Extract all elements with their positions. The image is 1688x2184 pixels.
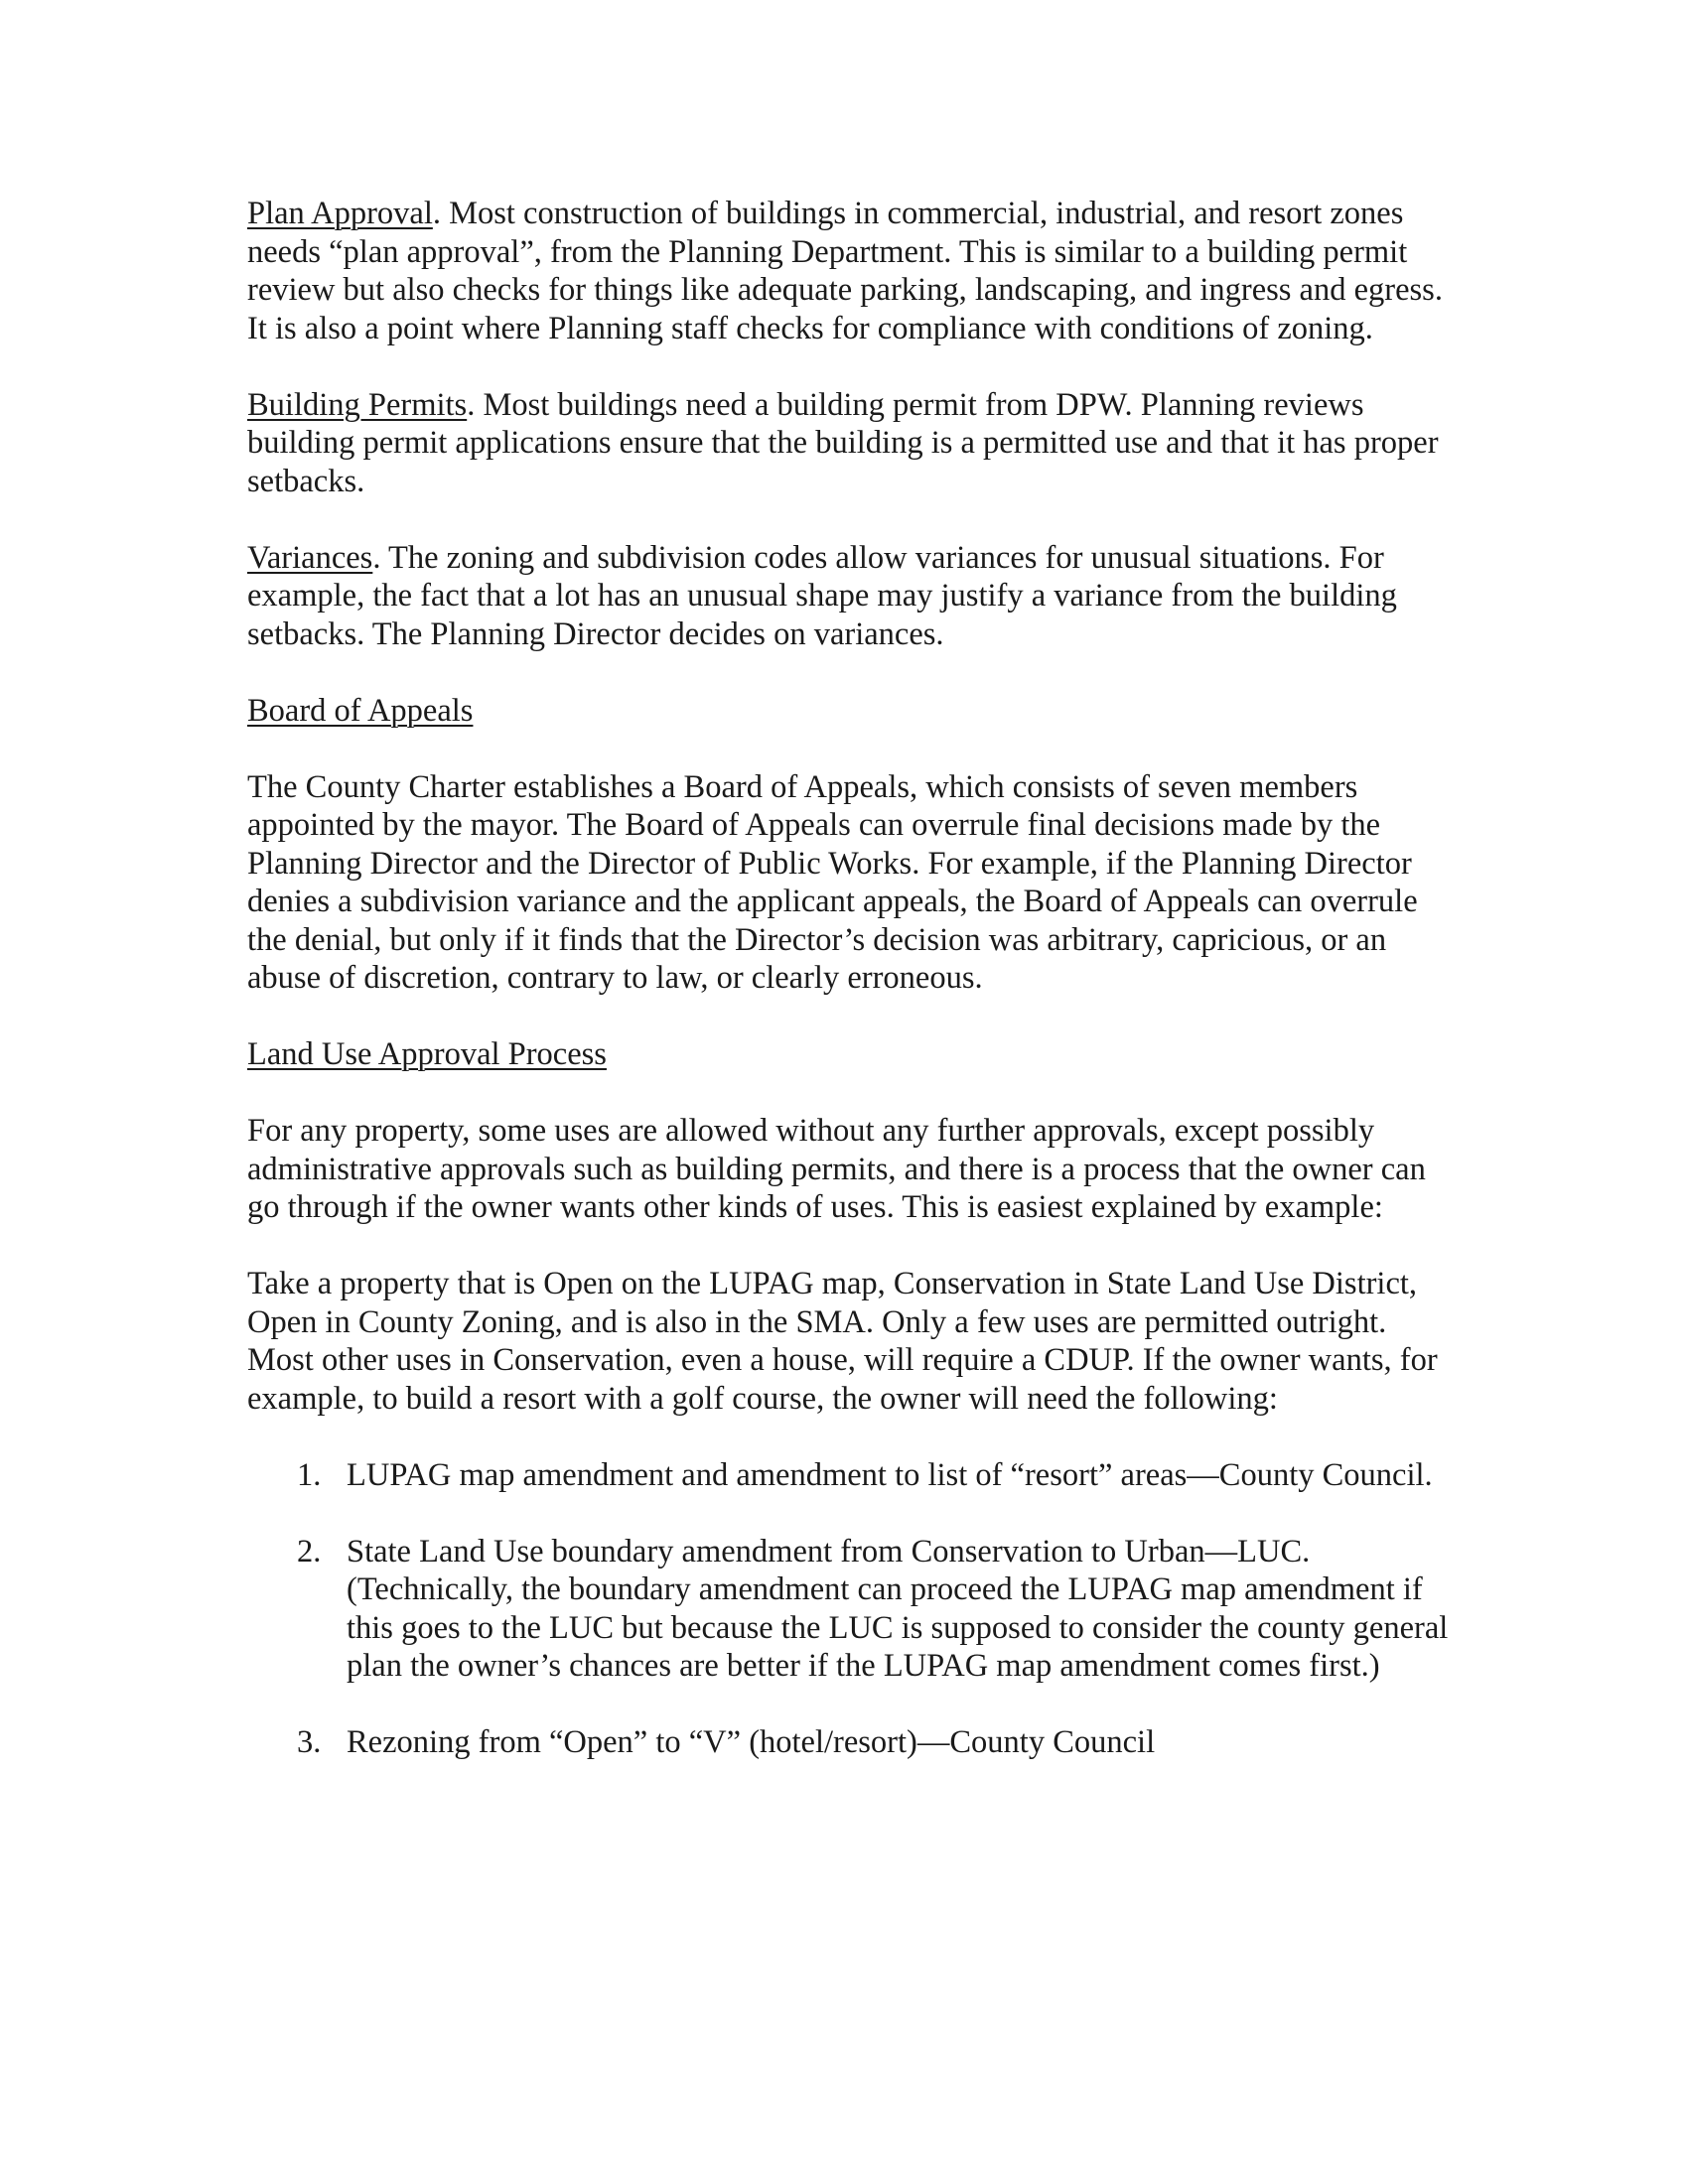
plan-approval-term: Plan Approval bbox=[247, 196, 433, 231]
list-item bbox=[247, 1456, 1450, 1495]
list-item-number: 1. bbox=[297, 1456, 322, 1493]
list-item bbox=[247, 1723, 1450, 1762]
land-use-intro-paragraph: For any property, some uses are allowed without any further approvals, except possibly administrative approvals such as building permits, and there is a process that the owner can go through if the owner wants other kinds of uses. This is easiest explained by example: bbox=[247, 1113, 1426, 1225]
plan-approval-text: . Most construction of buildings in commercial, industrial, and resort zones needs “plan approval”, from the Planning Department. This is similar to a building permit review but also checks for things like adequate parking, landscaping, and ingress and egress. It is also a point where Planning staff checks for compliance with conditions of zoning. bbox=[247, 196, 1443, 346]
building-permits-term: Building Permits bbox=[247, 386, 468, 423]
list-item-text: Rezoning from “Open” to “V” (hotel/resort)—County Council bbox=[347, 1724, 1156, 1760]
variances-text: . The zoning and subdivision codes allow variances for unusual situations. For example, the fact that a lot has an unusual shape may justify a variance from the building setbacks. The Planning Director decides on variances. bbox=[247, 539, 1397, 652]
board-of-appeals-heading bbox=[247, 692, 1450, 731]
plan-approval-paragraph bbox=[247, 195, 1450, 347]
variances-term: Variances bbox=[247, 539, 373, 576]
variances-paragraph bbox=[247, 539, 1450, 654]
list-item-number: 3. bbox=[297, 1724, 322, 1760]
building-permits-paragraph bbox=[247, 386, 1450, 501]
land-use-approval-heading bbox=[247, 1035, 1450, 1074]
approval-steps-list bbox=[247, 1456, 1450, 1762]
building-permits-text: . Most buildings need a building permit from DPW. Planning reviews building permit applications ensure that the building is a permitted use and that it has proper setbacks. bbox=[247, 386, 1439, 499]
board-of-appeals-paragraph: The County Charter establishes a Board of Appeals, which consists of seven members appointed by the mayor. The Board of Appeals can overrule final decisions made by the Planning Director and the Director of Public Works. For example, if the Planning Director denies a subdivision variance and the applicant appeals, the Board of Appeals can overrule the denial, but only if it finds that the Director’s decision was arbitrary, capricious, or an abuse of discretion, contrary to law, or clearly erroneous. bbox=[247, 768, 1418, 996]
list-item-number: 2. bbox=[297, 1533, 322, 1570]
board-of-appeals-heading-text: Board of Appeals bbox=[247, 692, 474, 729]
land-use-approval-heading-text: Land Use Approval Process bbox=[247, 1036, 607, 1072]
list-item-text: State Land Use boundary amendment from Conservation to Urban—LUC. (Technically, the boundary amendment can proceed the LUPAG map amendment if this goes to the LUC but because the LUC is supposed to consider the county general plan the owner’s chances are better if the LUPAG map amendment comes first.) bbox=[347, 1533, 1449, 1684]
land-use-example-paragraph: Take a property that is Open on the LUPAG map, Conservation in State Land Use District, Open in County Zoning, and is also in the SMA. Only a few uses are permitted outright. Most other uses in Conservation, even a house, will require a CDUP. If the owner wants, for example, to build a resort with a golf course, the owner will need the following: bbox=[247, 1266, 1438, 1417]
list-item-text: LUPAG map amendment and amendment to list of “resort” areas—County Council. bbox=[347, 1456, 1433, 1493]
list-item bbox=[247, 1533, 1450, 1686]
